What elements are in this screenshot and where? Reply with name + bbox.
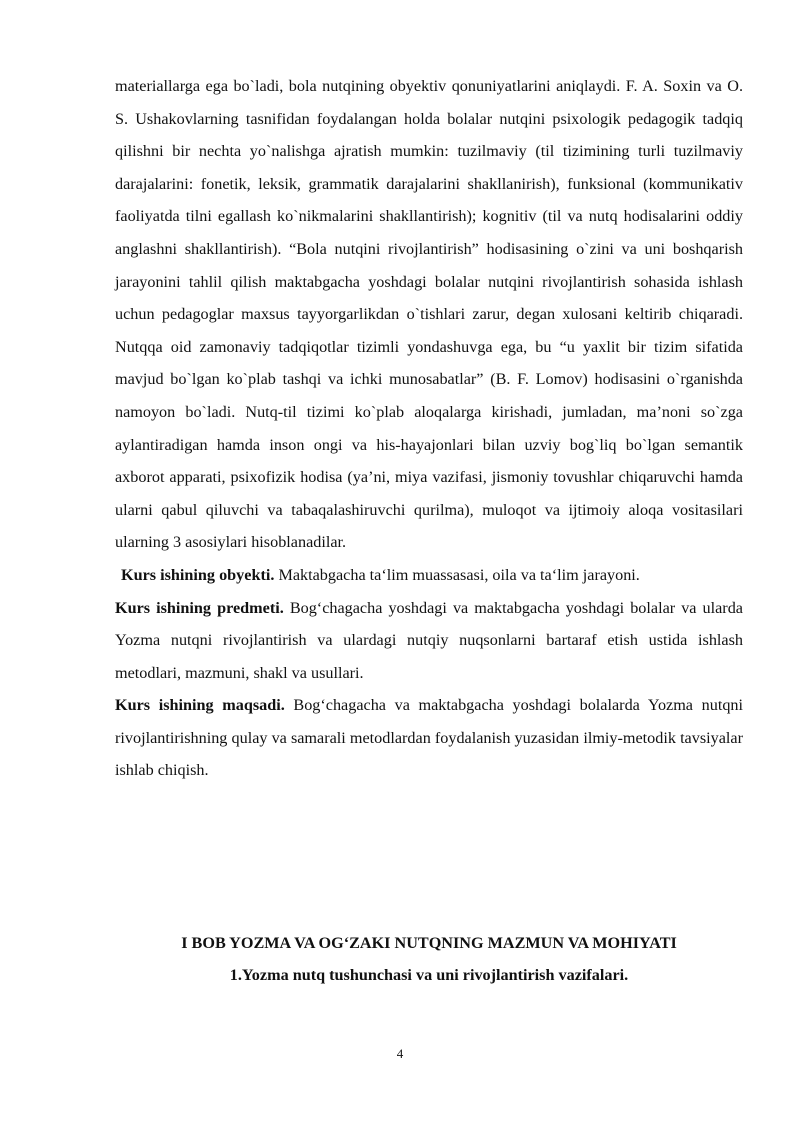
course-subject-text: Bog‘chagacha yoshdagi va maktabgacha yoshdagi bolalar va ularda Yozma nutqni rivojlantirish va ulardagi nutqiy nuqsonlarni bartaraf etish ustida ishlash metodlari, mazmuni, shakl va usullari.	[115, 598, 743, 682]
course-subject-paragraph	[115, 592, 743, 690]
course-subject-label: Kurs ishining predmeti.	[115, 598, 284, 617]
course-goal-label: Kurs ishining maqsadi.	[115, 696, 285, 715]
course-goal-paragraph	[115, 689, 743, 787]
section-title: 1.Yozma nutq tushunchasi va uni rivojlantirish vazifalari.	[229, 966, 629, 984]
page-number: 4	[396, 1046, 404, 1061]
body-paragraph: materiallarga ega bo`ladi, bola nutqining obyektiv qonuniyatlarini aniqlaydi. F. A. Soxin va O. S. Ushakovlarning tasnifidan foydalangan holda bolalar nutqini psixologik pedagogik tadqiq qilishni bir nechta yo`nalishga ajratish mumkin: tuzilmaviy (til tizimining turli tuzilmaviy darajalarini: fonetik, leksik, grammatik darajalarini shakllanirish), funksional (kommunikativ faoliyatda tilni egallash ko`nikmalarini shakllantirish); kognitiv (til va nutq hodisalarini oddiy anglashni shakllantirish). “Bola nutqini rivojlantirish” hodisasining o`zini va uni boshqarish jarayonini tahlil qilish maktabgacha yoshdagi bolalar nutqini rivojlantirish sohasida ishlash uchun pedagoglar maxsus tayyorgarlikdan o`tishlari zarur, degan xulosani keltirib chiqaradi. Nutqqa oid zamonaviy tadqiqotlar tizimli yondashuvga ega, bu “u yaxlit bir tizim sifatida mavjud bo`lgan ko`plab tashqi va ichki munosabatlar” (B. F. Lomov) hodisasini o`rganishda namoyon bo`ladi. Nutq-til tizimi ko`plab aloqalarga kirishadi, jumladan, ma’noni so`zga aylantiradigan hamda inson ongi va his-hayajonlari bilan uzviy bog`liq bo`lgan semantik axborot apparati, psixofizik hodisa (ya’ni, miya vazifasi, jismoniy tovushlar chiqaruvchi hamda ularni qabul qiluvchi va tabaqalashiruvchi qurilma), muloqot va ijtimoiy aloqa vositasilari ularning 3 asosiylari hisoblanadilar.	[115, 77, 743, 552]
course-goal-text: Bog‘chagacha va maktabgacha yoshdagi bolalarda Yozma nutqni rivojlantirishning qulay va samarali metodlardan foydalanish yuzasidan ilmiy-metodik tavsiyalar ishlab chiqish.	[115, 696, 743, 780]
chapter-title: I BOB YOZMA VA OG‘ZAKI NUTQNING MAZMUN VA MOHIYATI	[181, 934, 677, 952]
course-object-label: Kurs ishining obyekti.	[121, 565, 275, 584]
course-object-paragraph	[115, 559, 743, 592]
document-body	[115, 70, 743, 787]
course-object-text: Maktabgacha ta‘lim muassasasi, oila va ta‘lim jarayoni.	[274, 565, 640, 584]
